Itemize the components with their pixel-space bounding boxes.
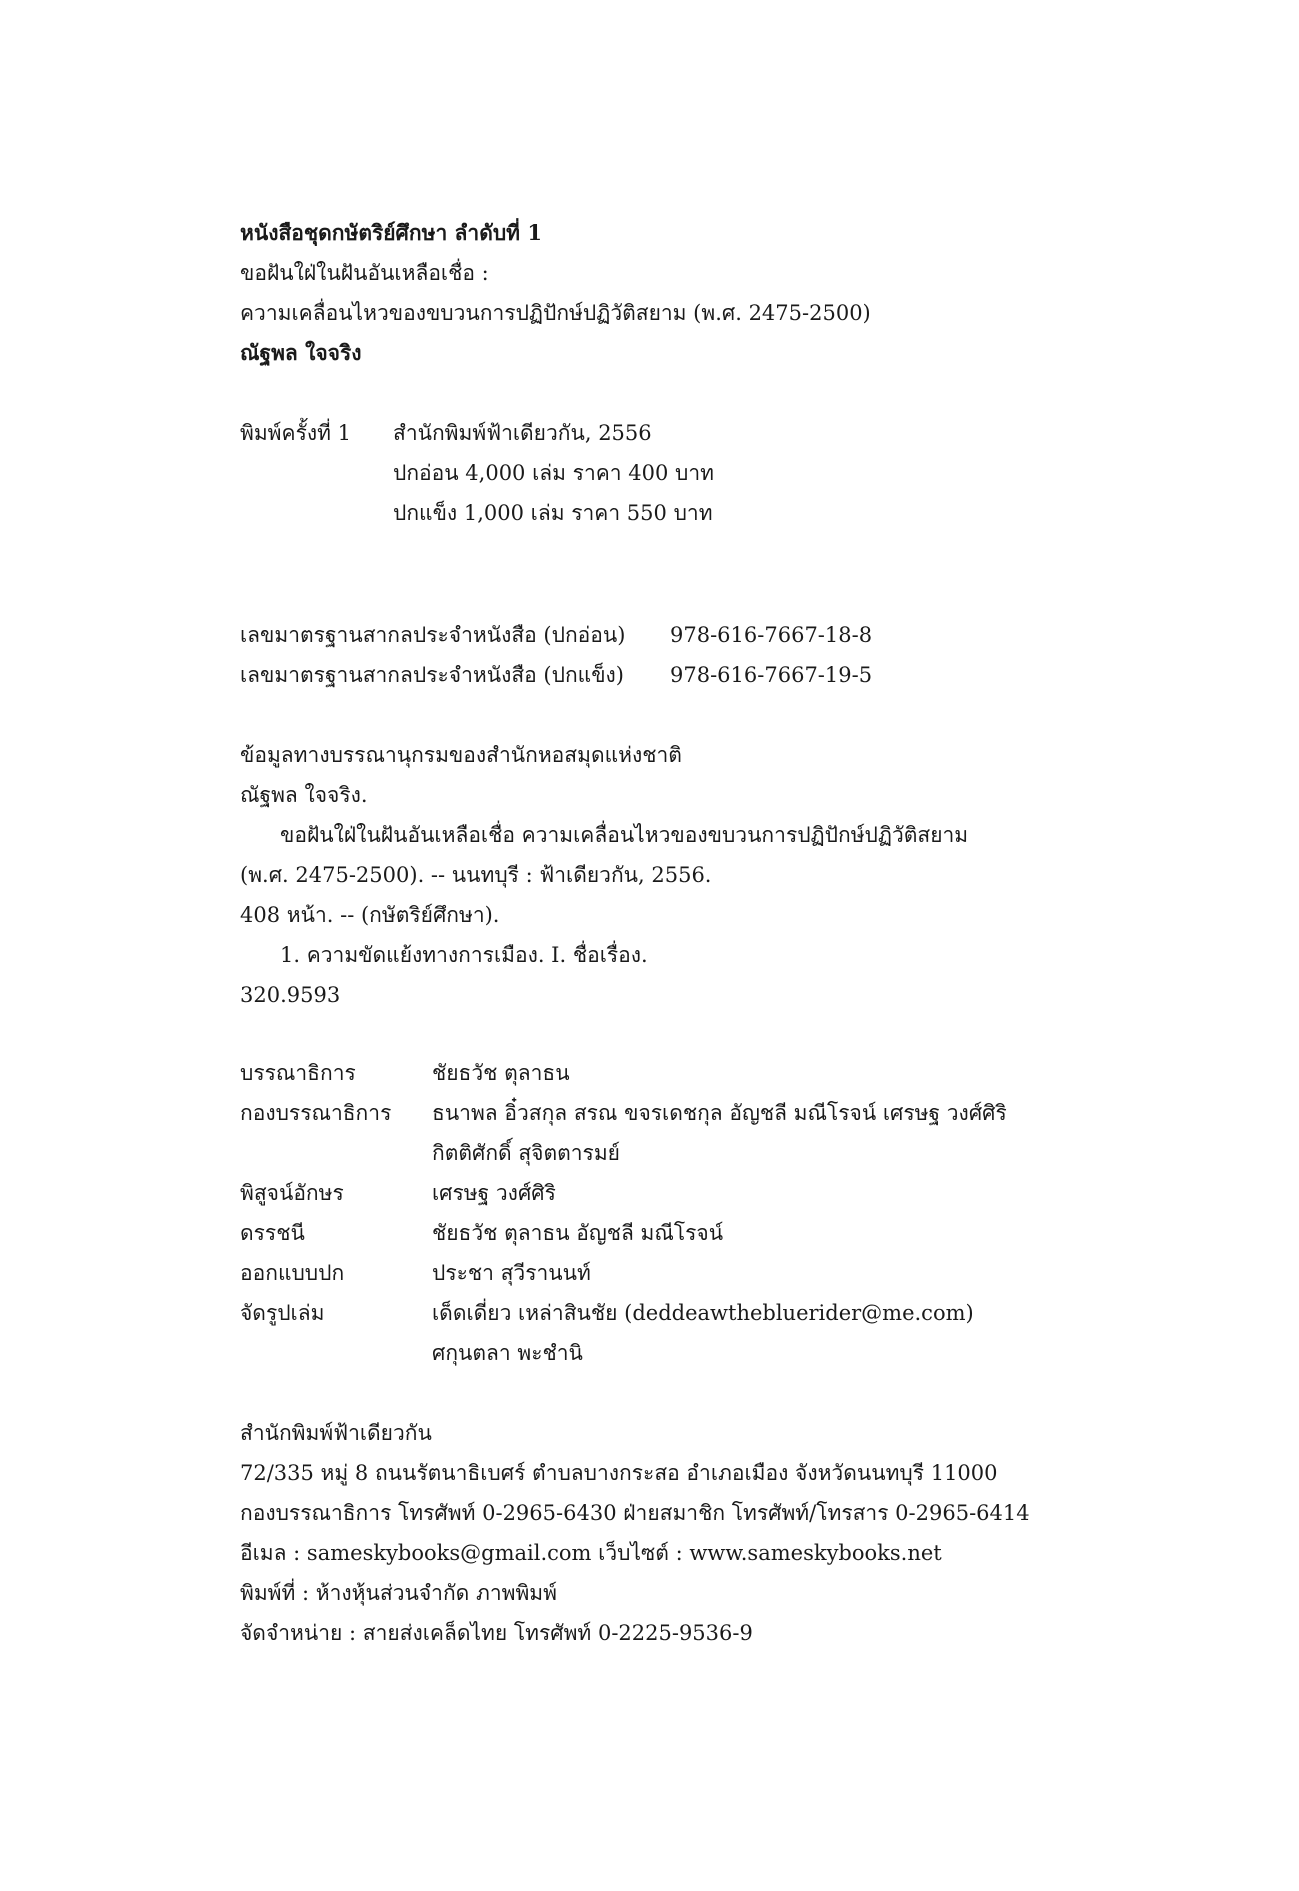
isbn-value: 978-616-7667-18-8 xyxy=(670,623,873,647)
staff-role: จัดรูปเล่ม xyxy=(240,1301,325,1325)
printing-paperback: ปกอ่อน 4,000 เล่ม ราคา 400 บาท xyxy=(393,461,714,485)
staff-role: ออกแบบปก xyxy=(240,1261,345,1285)
staff-names: ชัยธวัช ตุลาธน อัญชลี มณีโรจน์ xyxy=(432,1221,724,1245)
cataloging-author: ณัฐพล ใจจริง. xyxy=(240,783,368,807)
isbn-row xyxy=(240,620,873,650)
staff-names: กิตติศักดิ์ สุจิตตารมย์ xyxy=(432,1141,620,1165)
cataloging-imprint: (พ.ศ. 2475-2500). -- นนทบุรี : ฟ้าเดียวกัน, 2556. xyxy=(240,863,712,887)
staff-row xyxy=(240,1298,974,1328)
staff-row xyxy=(240,1098,1007,1128)
printing-label: พิมพ์ครั้งที่ 1 xyxy=(240,421,351,445)
staff-row xyxy=(240,1058,570,1088)
publisher-phones: กองบรรณาธิการ โทรศัพท์ 0-2965-6430 ฝ่ายสมาชิก โทรศัพท์/โทรสาร 0-2965-6414 xyxy=(240,1501,1030,1525)
staff-names: เด็ดเดี่ยว เหล่าสินชัย (deddeawthebluerider@me.com) xyxy=(432,1301,974,1325)
staff-names: เศรษฐ วงศ์ศิริ xyxy=(432,1181,556,1205)
cataloging-pages: 408 หน้า. -- (กษัตริย์ศึกษา). xyxy=(240,903,500,927)
publisher-address: 72/335 หมู่ 8 ถนนรัตนาธิเบศร์ ตำบลบางกระสอ อำเภอเมือง จังหวัดนนทบุรี 11000 xyxy=(240,1461,998,1485)
author-name: ณัฐพล ใจจริง xyxy=(240,340,362,365)
cataloging-classification: 320.9593 xyxy=(240,983,341,1007)
staff-row xyxy=(240,1218,724,1248)
isbn-value: 978-616-7667-19-5 xyxy=(670,663,873,687)
series-title: หนังสือชุดกษัตริย์ศึกษา ลำดับที่ 1 xyxy=(240,220,542,245)
book-title-line-2: ความเคลื่อนไหวของขบวนการปฏิปักษ์ปฏิวัติสยาม (พ.ศ. 2475-2500) xyxy=(240,301,871,325)
staff-row xyxy=(240,1178,556,1208)
staff-role: กองบรรณาธิการ xyxy=(240,1101,392,1125)
printing-hardcover: ปกแข็ง 1,000 เล่ม ราคา 550 บาท xyxy=(393,501,713,525)
isbn-label: เลขมาตรฐานสากลประจำหนังสือ (ปกแข็ง) xyxy=(240,663,624,687)
staff-names: ชัยธวัช ตุลาธน xyxy=(432,1061,570,1085)
staff-row xyxy=(240,1258,591,1288)
publisher-distributor: จัดจำหน่าย : สายส่งเคล็ดไทย โทรศัพท์ 0-2225-9536-9 xyxy=(240,1621,753,1645)
staff-names: ศกุนตลา พะชำนิ xyxy=(432,1341,583,1365)
cataloging-subject: 1. ความขัดแย้งทางการเมือง. I. ชื่อเรื่อง. xyxy=(280,943,648,967)
publisher-contact: อีเมล : sameskybooks@gmail.com เว็บไซต์ : www.sameskybooks.net xyxy=(240,1541,942,1565)
printing-publisher-year: สำนักพิมพ์ฟ้าเดียวกัน, 2556 xyxy=(393,421,652,445)
isbn-row xyxy=(240,660,873,690)
staff-role: พิสูจน์อักษร xyxy=(240,1181,344,1205)
staff-role: ดรรชนี xyxy=(240,1221,305,1245)
publisher-printer: พิมพ์ที่ : ห้างหุ้นส่วนจำกัด ภาพพิมพ์ xyxy=(240,1581,557,1605)
printing-row xyxy=(240,418,652,448)
isbn-label: เลขมาตรฐานสากลประจำหนังสือ (ปกอ่อน) xyxy=(240,623,626,647)
publisher-name: สำนักพิมพ์ฟ้าเดียวกัน xyxy=(240,1421,432,1445)
staff-names: ประชา สุวีรานนท์ xyxy=(432,1261,591,1285)
book-title-line-1: ขอฝันใฝ่ในฝันอันเหลือเชื่อ : xyxy=(240,261,489,285)
cataloging-title: ขอฝันใฝ่ในฝันอันเหลือเชื่อ ความเคลื่อนไหวของขบวนการปฏิปักษ์ปฏิวัติสยาม xyxy=(280,823,969,847)
staff-role: บรรณาธิการ xyxy=(240,1061,356,1085)
staff-names: ธนาพล อิ๋วสกุล สรณ ขจรเดชกุล อัญชลี มณีโรจน์ เศรษฐ วงศ์ศิริ xyxy=(432,1101,1007,1125)
cataloging-heading: ข้อมูลทางบรรณานุกรมของสำนักหอสมุดแห่งชาติ xyxy=(240,743,682,767)
